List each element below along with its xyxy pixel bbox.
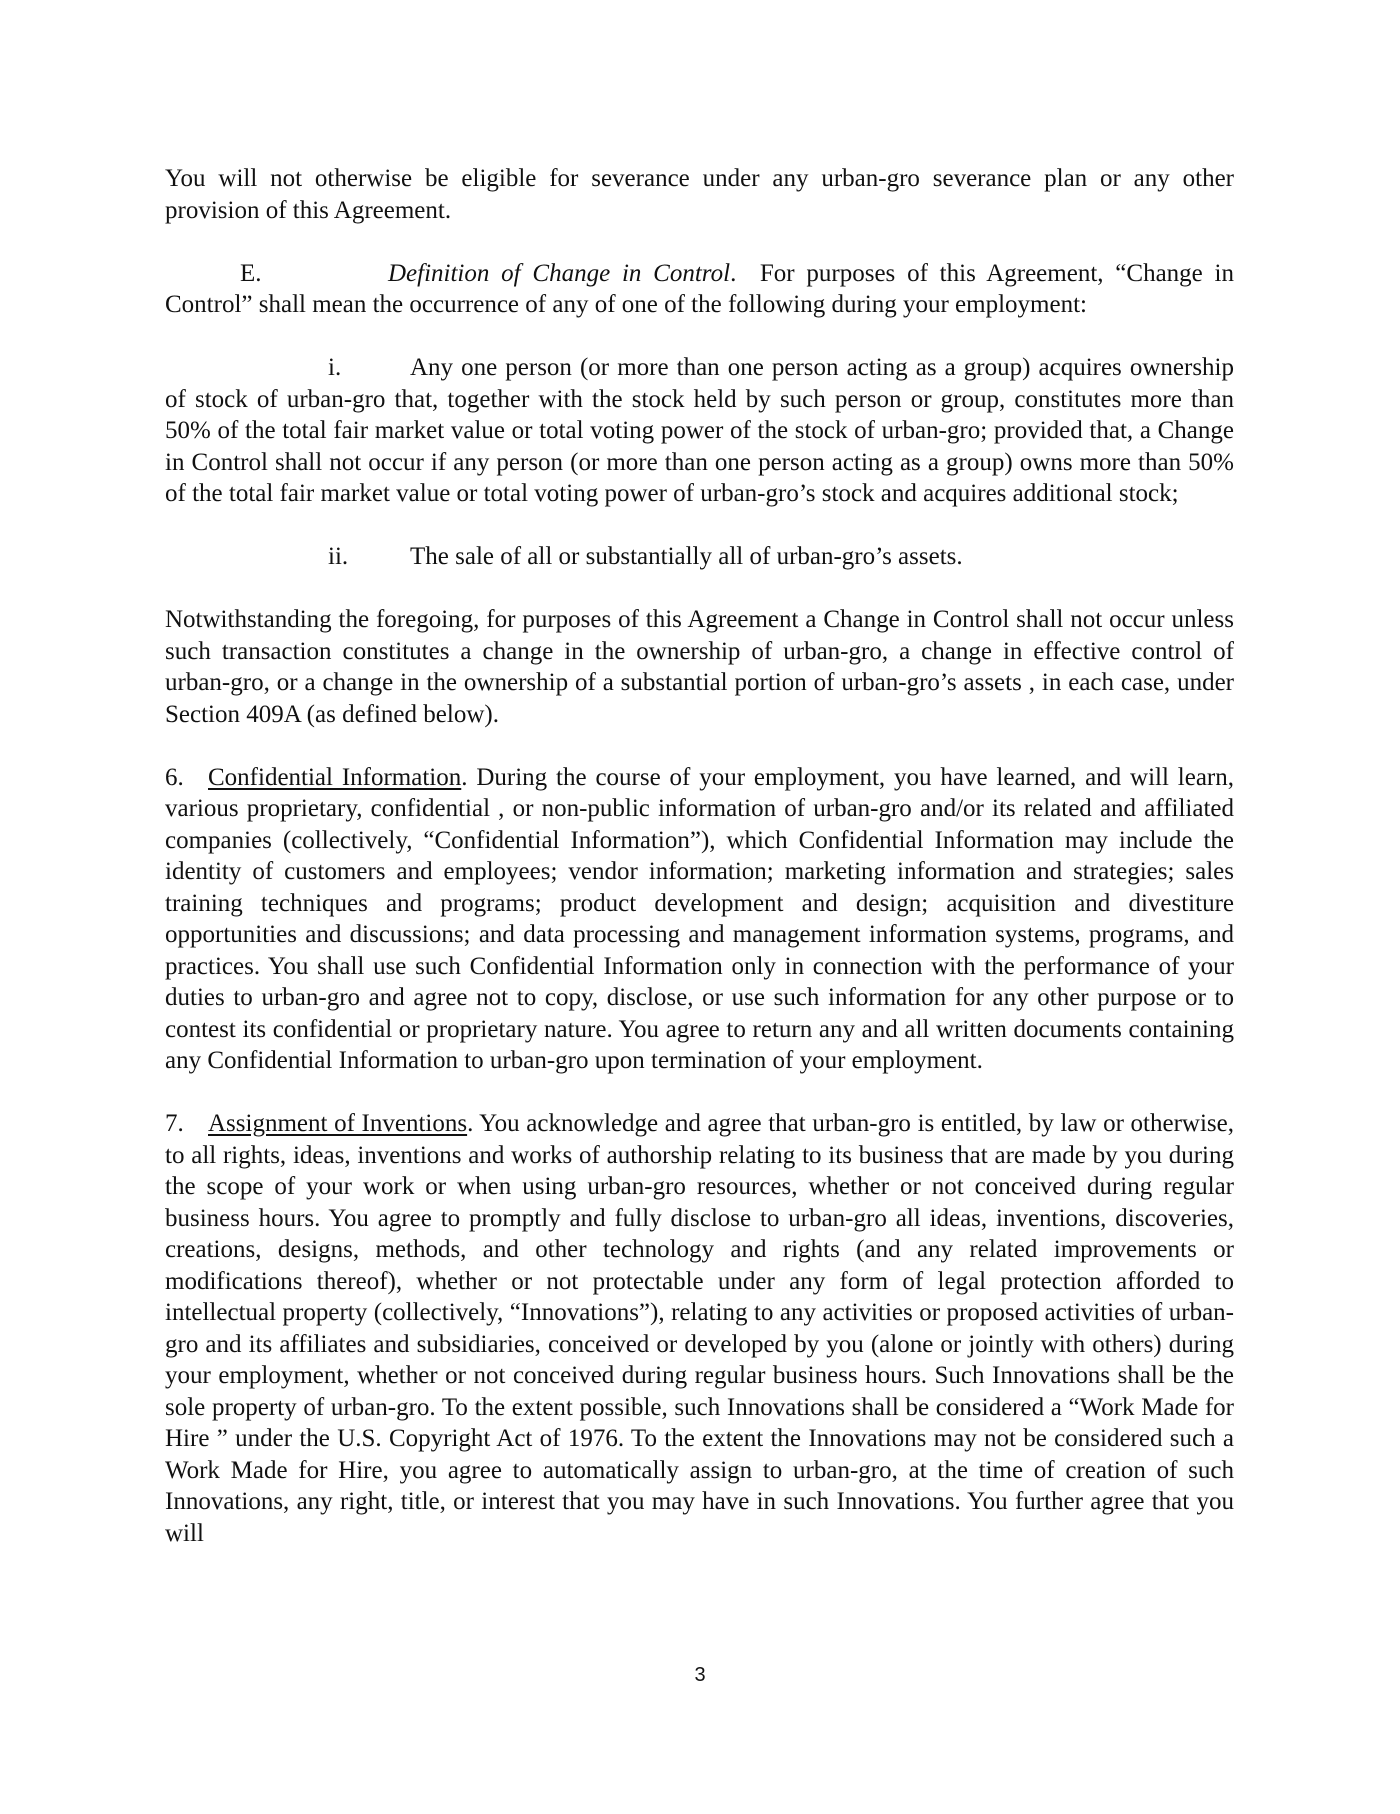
severance-paragraph: You will not otherwise be eligible for severance under any urban-gro severance plan or any other provision of this Agreement. [165,165,1234,224]
document-body [165,163,1234,1549]
section-7-heading: Assignment of Inventions [208,1110,468,1137]
section-e-heading-punct: . [730,259,737,287]
section-7-number: 7. [165,1110,184,1137]
list-item-ii [165,541,1234,573]
section-6-heading: Confidential Information [208,763,462,791]
section-6-number: 6. [165,763,184,791]
section-7-heading-punct: . [467,1110,474,1137]
list-item-i-text: Any one person (or more than one person acting as a group) acquires ownership of stock of urban-gro that, together with the stock held by such person or group, constitutes more than 50% of the total fair market value or total voting power of the stock of urban-gro; provided that, a Change in Control shall not occur if any person (or more than one person acting as a group) owns more than 50% of the total fair market value or total voting power of urban-gro’s stock and acquires additional stock; [165,354,1234,507]
section-6-paragraph [165,762,1234,1077]
notwithstanding-paragraph: Notwithstanding the foregoing, for purposes of this Agreement a Change in Control shall not occur unless such transaction constitutes a change in the ownership of urban-gro, a change in effective control of urban-gro, or a change in the ownership of a substantial portion of urban-gro’s assets , in each case, under Section 409A (as defined below). [165,606,1234,728]
page-number: 3 [694,1664,706,1686]
section-e-paragraph [165,258,1234,321]
section-7-paragraph [165,1108,1234,1549]
section-6-heading-punct: . [461,763,468,791]
section-6-text: During the course of your employment, you have learned, and will learn, various proprietary, confidential , or non-public information of urban-gro and/or its related and affiliated companies (collectively, “Confidential Information”), which Confidential Information may include the identity of customers and employees; vendor information; marketing information and strategies; sales training techniques and programs; product development and design; acquisition and divestiture opportunities and discussions; and data processing and management information systems, programs, and practices. You shall use such Confidential Information only in connection with the performance of your duties to urban-gro and agree not to copy, disclose, or use such information for any other purpose or to contest its confidential or proprietary nature. You agree to return any and all written documents containing any Confidential Information to urban-gro upon termination of your employment. [165,763,1234,1074]
list-item-i-label: i. [328,354,342,381]
list-item-ii-label: ii. [328,543,349,570]
section-7-text: You acknowledge and agree that urban-gro is entitled, by law or otherwise, to all rights, ideas, inventions and works of authorship relating to its business that are made by you during the scope of your work or when using urban-gro resources, whether or not conceived during regular business hours. You agree to promptly and fully disclose to urban-gro all ideas, inventions, discoveries, creations, designs, methods, and other technology and rights (and any related improvements or modifications thereof), whether or not protectable under any form of legal protection afforded to intellectual property (collectively, “Innovations”), relating to any activities or proposed activities of urban-gro and its affiliates and subsidiaries, conceived or developed by you (alone or jointly with others) during your employment, whether or not conceived during regular business hours. Such Innovations shall be the sole property of urban-gro. To the extent possible, such Innovations shall be considered a “Work Made for Hire ” under the U.S. Copyright Act of 1976. To the extent the Innovations may not be considered such a Work Made for Hire, you agree to automatically assign to urban-gro, at the time of creation of such Innovations, any right, title, or interest that you may have in such Innovations. You further agree that you will [165,1110,1234,1547]
section-e-text: For purposes of this Agreement, “Change in Control” shall mean the occurrence of any of one of the following during your employment: [165,259,1234,318]
section-e-label: E. [240,259,262,287]
section-e-heading: Definition of Change in Control [388,259,731,287]
list-item-i [165,352,1234,510]
list-item-ii-text: The sale of all or substantially all of urban-gro’s assets. [410,543,963,570]
